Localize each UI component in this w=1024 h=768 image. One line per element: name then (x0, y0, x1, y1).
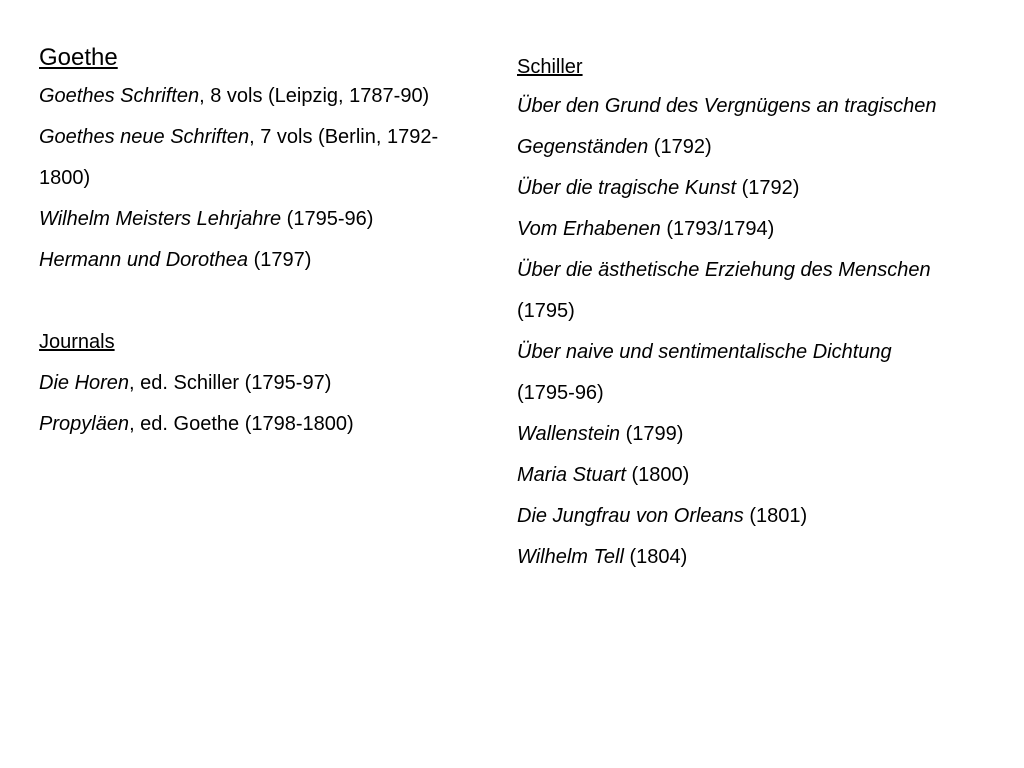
goethe-work-3 (39, 199, 373, 240)
work-title: Wilhelm Meisters Lehrjahre (39, 208, 282, 230)
journal-title: Propyläen (39, 413, 130, 435)
work-detail: (1792) (648, 136, 712, 158)
schiller-work-4-continuation: (1795) (517, 300, 575, 322)
work-title: Die Jungfrau von Orleans (517, 505, 744, 527)
schiller-work-7 (517, 455, 689, 496)
work-detail: (1800) (625, 464, 690, 486)
work-detail: , 8 vols (Leipzig, 1787-90) (199, 85, 430, 107)
schiller-work-3 (517, 209, 774, 250)
schiller-heading: Schiller (517, 56, 583, 78)
work-detail: (1804) (623, 546, 688, 568)
journal-detail: , ed. Goethe (1798-1800) (129, 413, 354, 435)
journals-heading: Journals (39, 331, 115, 353)
schiller-work-4 (517, 250, 931, 291)
journal-detail: , ed. Schiller (1795-97) (129, 372, 332, 394)
schiller-work-9 (517, 537, 687, 578)
work-title: Über die ästhetische Erziehung des Menschen (517, 259, 931, 281)
schiller-work-1-line2 (517, 127, 712, 168)
work-title: Vom Erhabenen (517, 218, 661, 240)
work-detail: (1792) (736, 177, 800, 199)
journal-item-1 (39, 363, 331, 404)
schiller-work-2 (517, 168, 799, 209)
work-detail: (1799) (620, 423, 684, 445)
work-title: Goethes Schriften (39, 85, 200, 107)
work-detail: , 7 vols (Berlin, 1792- (249, 126, 439, 148)
goethe-work-2-continuation: 1800) (39, 167, 91, 189)
work-title: Goethes neue Schriften (39, 126, 250, 148)
work-title: Über naive und sentimentalische Dichtung (517, 341, 892, 363)
work-title: Wallenstein (517, 423, 621, 445)
journal-title: Die Horen (39, 372, 130, 394)
goethe-heading: Goethe (39, 44, 118, 71)
schiller-work-6 (517, 414, 683, 455)
work-title: Gegenständen (517, 136, 649, 158)
goethe-work-2 (39, 117, 438, 158)
work-title: Über die tragische Kunst (517, 177, 737, 199)
work-detail: (1795-96) (281, 208, 374, 230)
work-detail: (1797) (248, 249, 312, 271)
work-detail: (1801) (743, 505, 808, 527)
schiller-work-5-continuation: (1795-96) (517, 382, 604, 404)
work-detail: (1793/1794) (660, 218, 775, 240)
work-title: Über den Grund des Vergnügens an tragischen (517, 95, 937, 117)
goethe-work-1 (39, 76, 429, 117)
schiller-work-5 (517, 332, 892, 373)
journal-item-2 (39, 404, 354, 445)
schiller-work-1-line1 (517, 86, 937, 127)
schiller-work-8 (517, 496, 807, 537)
work-title: Wilhelm Tell (517, 546, 624, 568)
work-title: Hermann und Dorothea (39, 249, 249, 271)
goethe-work-4 (39, 240, 311, 281)
work-title: Maria Stuart (517, 464, 626, 486)
